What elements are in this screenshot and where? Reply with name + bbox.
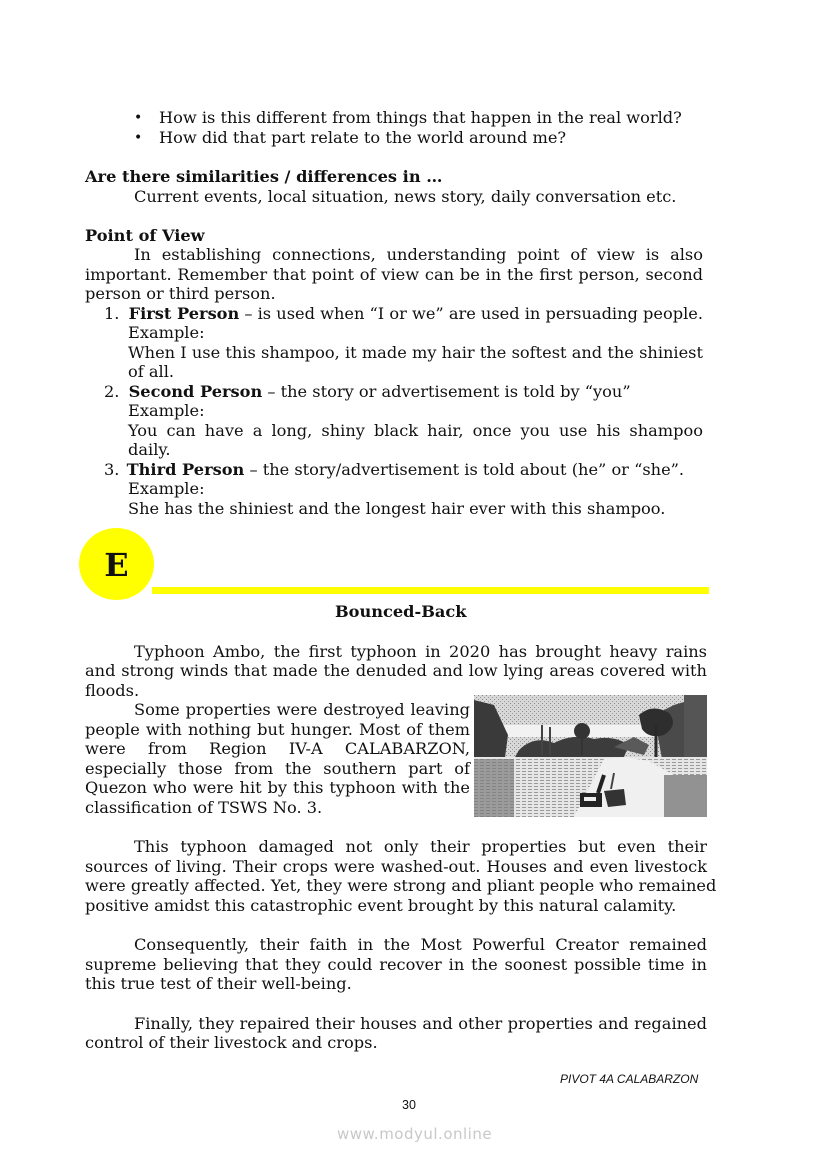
- example-text: You can have a long, shiny black hair, once you use his shampoo: [128, 421, 703, 440]
- story-line: Some properties were destroyed leaving: [134, 700, 470, 719]
- story-line: especially those from the southern part of: [85, 759, 470, 778]
- story-line: floods.: [85, 681, 140, 700]
- story-line: Finally, they repaired their houses and other properties and regained: [134, 1014, 707, 1033]
- story-line: supreme believing that they could recover in the soonest possible time in: [85, 955, 707, 974]
- bullet-dot: •: [134, 130, 143, 146]
- story-line: control of their livestock and crops.: [85, 1033, 378, 1052]
- pov-heading: Point of View: [85, 226, 205, 245]
- example-text: daily.: [128, 440, 171, 459]
- story-line: people with nothing but hunger. Most of them: [85, 720, 470, 739]
- story-line: classification of TSWS No. 3.: [85, 798, 323, 817]
- pov-item-first-person: [104, 304, 703, 324]
- page-number: 30: [402, 1098, 416, 1112]
- item-term: Second Person: [128, 382, 263, 401]
- pov-intro-line: In establishing connections, understanding point of view is also: [134, 245, 703, 264]
- watermark-link[interactable]: www.modyul.online: [337, 1125, 493, 1143]
- bullet-item: How did that part relate to the world around me?: [159, 128, 567, 147]
- story-line: Consequently, their faith in the Most Powerful Creator remained: [134, 935, 707, 954]
- story-line: This typhoon damaged not only their properties but even their: [134, 837, 707, 856]
- bullet-item: How is this different from things that happen in the real world?: [159, 108, 682, 127]
- example-text: When I use this shampoo, it made my hair the softest and the shiniest: [128, 343, 703, 362]
- footer-series-label: PIVOT 4A CALABARZON: [560, 1072, 699, 1086]
- item-definition: – the story or advertisement is told by “you”: [262, 382, 631, 401]
- section-letter: E: [104, 546, 129, 584]
- story-line: Typhoon Ambo, the first typhoon in 2020 has brought heavy rains: [134, 642, 707, 661]
- pov-item-second-person: [104, 382, 631, 402]
- bullet-dot: •: [134, 110, 143, 126]
- section-divider-bar: [152, 587, 709, 594]
- similarities-heading: Are there similarities / differences in …: [85, 167, 443, 186]
- example-text: She has the shiniest and the longest hair ever with this shampoo.: [128, 499, 666, 518]
- pov-intro-line: important. Remember that point of view can be in the first person, second: [85, 265, 703, 284]
- item-number: 2.: [104, 382, 120, 401]
- story-line: Quezon who were hit by this typhoon with the: [85, 778, 470, 797]
- example-label: Example:: [128, 479, 205, 498]
- item-definition: – is used when “I or we” are used in persuading people.: [239, 304, 703, 323]
- item-term: Third Person: [126, 460, 245, 479]
- section-badge: [79, 528, 154, 600]
- example-text: of all.: [128, 362, 175, 381]
- story-line: and strong winds that made the denuded and low lying areas covered with: [85, 661, 707, 680]
- item-number: 1.: [104, 304, 120, 323]
- story-title: Bounced-Back: [335, 602, 467, 621]
- example-label: Example:: [128, 401, 205, 420]
- story-line: sources of living. Their crops were washed-out. Houses and even livestock: [85, 857, 707, 876]
- similarities-body: Current events, local situation, news story, daily conversation etc.: [134, 187, 677, 206]
- story-line: were from Region IV-A CALABARZON,: [85, 739, 470, 758]
- story-line: were greatly affected. Yet, they were strong and pliant people who remained: [85, 876, 717, 895]
- example-label: Example:: [128, 323, 205, 342]
- item-definition: – the story/advertisement is told about (he” or “she”.: [244, 460, 685, 479]
- story-line: positive amidst this catastrophic event brought by this natural calamity.: [85, 896, 677, 915]
- story-line: this true test of their well-being.: [85, 974, 352, 993]
- item-number: 3.: [104, 460, 120, 479]
- pov-intro-line: person or third person.: [85, 284, 276, 303]
- pov-item-third-person: [104, 460, 684, 480]
- flood-photo: [474, 695, 707, 817]
- item-term: First Person: [128, 304, 240, 323]
